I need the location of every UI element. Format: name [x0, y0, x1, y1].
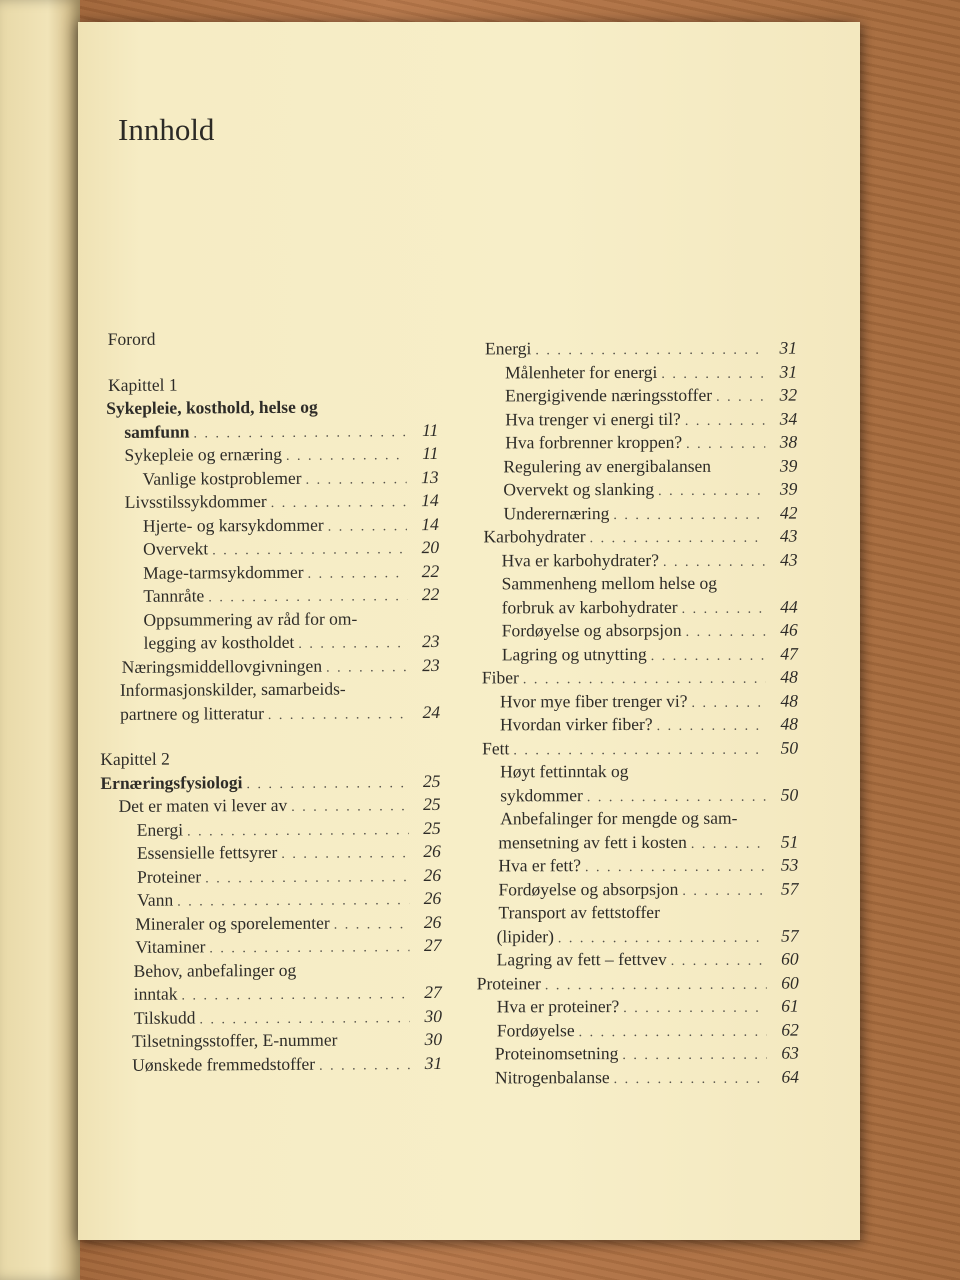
toc-entry	[477, 1021, 799, 1045]
toc-leader-dots	[682, 602, 766, 616]
toc-entry-title: Tilskudd	[133, 1006, 196, 1028]
toc-entry-title: Hva er karbohydrater?	[501, 549, 660, 570]
toc-gap	[96, 352, 438, 376]
toc-page-number: 20	[421, 536, 440, 558]
toc-left-column	[96, 329, 443, 1080]
toc-page-number: 47	[780, 643, 798, 664]
toc-page-number: 38	[779, 431, 798, 452]
toc-entry	[97, 562, 439, 588]
toc-page-number: 43	[780, 525, 798, 546]
toc-page-number: 22	[421, 560, 440, 581]
toc-leader-dots	[286, 449, 407, 464]
toc-entry	[100, 1054, 442, 1080]
toc-entry-title: Mage-tarmsykdommer	[143, 561, 304, 583]
toc-entry-title: Energi	[485, 338, 532, 359]
toc-entry-title: Energi	[136, 819, 184, 840]
toc-entry-title: Høyt fettinntak og	[500, 761, 629, 782]
toc-entry-title: Underernæring	[503, 502, 610, 523]
toc-entry-title: Transport av fettstoffer	[498, 901, 660, 923]
toc-entry	[477, 974, 799, 998]
toc-leader-dots	[685, 414, 765, 428]
toc-page-number: 24	[422, 701, 441, 722]
toc-entry-title: Nitrogenbalanse	[494, 1066, 610, 1087]
toc-leader-dots	[558, 931, 767, 946]
toc-leader-dots	[622, 1049, 767, 1063]
toc-leader-dots	[328, 520, 407, 534]
toc-page-number: 50	[780, 784, 799, 805]
toc-page-number: 26	[423, 840, 441, 862]
toc-leader-dots	[187, 824, 409, 839]
toc-entry-title: samfunn	[124, 420, 190, 442]
toc-entry	[99, 913, 441, 939]
toc-entry-title: Essensielle fettsyrer	[136, 841, 278, 863]
toc-entry	[477, 995, 799, 1022]
toc-entry-title: Fett	[482, 737, 510, 758]
toc-entry	[476, 739, 798, 763]
toc-page-number: 25	[422, 770, 441, 791]
toc-entry-title: Karbohydrater	[483, 526, 586, 547]
toc-page-number: 27	[424, 981, 442, 1003]
toc-entry-title: Kapittel 2	[100, 748, 170, 770]
toc-page-number: 11	[422, 442, 439, 464]
toc-entry	[99, 840, 441, 869]
toc-entry	[475, 431, 798, 458]
toc-entry-title: Hvor mye fiber trenger vi?	[499, 690, 688, 711]
toc-entry-title: Kapittel 1	[107, 374, 178, 395]
toc-entry	[477, 1068, 799, 1092]
toc-leader-dots	[579, 1025, 767, 1039]
toc-entry-title: Sykepleie og ernæring	[124, 443, 282, 465]
toc-entry	[476, 763, 798, 787]
toc-leader-dots	[326, 661, 408, 675]
toc-page-number: 39	[779, 455, 798, 476]
toc-entry	[476, 645, 798, 669]
toc-entry-title: Ernæringsfysiologi	[100, 771, 243, 793]
toc-entry	[475, 337, 798, 364]
toc-leader-dots	[334, 918, 410, 932]
toc-page-number: 32	[779, 384, 798, 405]
toc-page-number: 42	[779, 502, 798, 523]
toc-entry	[477, 1042, 799, 1069]
toc-entry-title: Hjerte- og karsykdommer	[142, 514, 324, 536]
toc-leader-dots	[545, 978, 767, 993]
toc-entry	[97, 536, 440, 565]
toc-entry-title: Proteiner	[136, 865, 202, 887]
toc-leader-dots	[661, 367, 765, 381]
toc-leader-dots	[686, 438, 765, 452]
toc-leader-dots	[651, 649, 766, 663]
toc-leader-dots	[658, 485, 765, 499]
toc-entry-title: Proteiner	[476, 972, 541, 993]
toc-entry-title: (lipider)	[496, 925, 554, 946]
toc-page-number: 27	[423, 934, 442, 956]
toc-leader-dots	[181, 988, 409, 1003]
toc-page-number: 31	[779, 337, 798, 358]
toc-leader-dots	[281, 847, 409, 862]
toc-entry-title: Næringsmiddellovgivningen	[121, 655, 323, 677]
toc-entry	[96, 329, 438, 355]
toc-entry-title: Tannråte	[143, 585, 205, 606]
toc-leader-dots	[692, 696, 766, 710]
toc-leader-dots	[199, 1012, 409, 1027]
toc-entry	[97, 583, 440, 612]
toc-leader-dots	[271, 496, 407, 511]
toc-leader-dots	[686, 626, 766, 640]
toc-entry	[99, 934, 442, 963]
toc-leader-dots	[212, 543, 407, 558]
toc-leader-dots	[308, 567, 408, 582]
toc-entry	[96, 442, 439, 471]
toc-page-number: 57	[780, 878, 799, 899]
toc-leader-dots	[306, 473, 407, 488]
toc-entry	[96, 398, 438, 424]
toc-leader-dots	[716, 391, 765, 405]
toc-entry	[97, 489, 439, 518]
toc-entry-title: sykdommer	[500, 784, 583, 805]
toc-page-number: 30	[424, 1028, 443, 1050]
toc-leader-dots	[291, 800, 408, 815]
toc-entry-title: Hva er proteiner?	[496, 996, 620, 1017]
toc-entry	[476, 572, 798, 599]
toc-page-number: 22	[421, 583, 440, 605]
toc-entry-title: mensetning av fett i kosten	[498, 831, 687, 852]
toc-entry	[476, 666, 798, 693]
toc-leader-dots	[587, 790, 766, 804]
toc-entry	[476, 713, 799, 740]
toc-page-number: 48	[780, 690, 798, 711]
toc-entry	[476, 525, 798, 552]
toc-entry	[477, 927, 799, 951]
toc-entry-title: Det er maten vi lever av	[118, 794, 288, 816]
toc-entry-title: Behov, anbefalinger og	[133, 959, 297, 981]
toc-entry	[475, 384, 798, 411]
toc-entry-title: Tilsetningsstoffer, E-nummer	[131, 1029, 338, 1051]
toc-entry-title: Vitaminer	[135, 936, 206, 957]
toc-entry-title: Lagring og utnytting	[501, 643, 647, 664]
toc-page-number: 34	[779, 408, 798, 429]
toc-page-number: 48	[780, 666, 798, 687]
toc-leader-dots	[657, 720, 766, 734]
toc-entry	[476, 880, 798, 904]
toc-page-number: 30	[424, 1005, 442, 1026]
toc-entry	[476, 901, 798, 928]
toc-right-column	[475, 337, 799, 1093]
toc-page-number: 39	[779, 478, 798, 499]
toc-page-number: 23	[422, 630, 440, 652]
toc-entry-title: Fiber	[481, 667, 519, 688]
toc-entry	[100, 960, 442, 986]
toc-page-number: 26	[423, 911, 442, 932]
toc-page-number: 57	[781, 925, 799, 946]
toc-page-number: 11	[422, 419, 439, 440]
toc-leader-dots	[193, 426, 406, 441]
toc-entry-title: inntak	[133, 983, 178, 1004]
toc-entry	[476, 807, 798, 834]
toc-leader-dots	[535, 344, 765, 359]
toc-leader-dots	[268, 708, 408, 723]
toc-entry-title: Målenheter for energi	[505, 361, 658, 382]
toc-leader-dots	[208, 590, 407, 605]
toc-entry	[476, 619, 798, 646]
toc-page-number: 44	[780, 596, 798, 617]
toc-entry-title: Vanlige kostproblemer	[142, 467, 302, 489]
toc-page-number: 50	[780, 737, 799, 758]
toc-entry-title: Fordøyelse	[496, 1019, 575, 1040]
toc-entry-title: Sammenheng mellom helse og	[501, 572, 717, 594]
toc-entry-title: Uønskede fremmedstoffer	[132, 1053, 316, 1075]
toc-entry	[475, 504, 797, 528]
toc-entry	[99, 793, 441, 822]
toc-entry	[475, 478, 798, 505]
toc-entry	[476, 833, 798, 857]
toc-entry	[476, 692, 798, 716]
toc-leader-dots	[523, 673, 766, 688]
toc-gap	[98, 727, 440, 751]
toc-leader-dots	[590, 532, 766, 546]
toc-entry	[476, 598, 798, 622]
toc-page-number: 25	[423, 817, 441, 838]
facing-page-edge	[0, 0, 80, 1280]
toc-page-number: 26	[423, 887, 442, 909]
toc-entry	[476, 854, 799, 881]
toc-leader-dots	[319, 1059, 410, 1074]
toc-page-number: 31	[424, 1052, 443, 1073]
toc-entry-title: Informasjonskilder, samarbeids-	[119, 678, 346, 700]
toc-entry-title: Fordøyelse og absorpsjon	[501, 619, 682, 641]
toc-entry	[98, 680, 440, 706]
toc-entry-title: legging av kostholdet	[143, 631, 295, 653]
page-title: Innhold	[118, 112, 215, 147]
toc-entry	[97, 515, 439, 541]
toc-leader-dots	[177, 894, 409, 909]
toc-entry	[98, 630, 440, 659]
toc-page-number: 48	[780, 713, 799, 734]
toc-entry	[475, 363, 797, 387]
toc-page-number: 63	[781, 1042, 799, 1063]
toc-page-number: 61	[781, 995, 799, 1016]
toc-entry	[475, 410, 797, 434]
toc-entry	[100, 981, 442, 1010]
toc-leader-dots	[623, 1002, 767, 1016]
toc-page-number: 64	[781, 1066, 799, 1087]
toc-entry-title: Vann	[137, 889, 174, 910]
toc-page-number: 14	[421, 489, 439, 511]
toc-page-number: 62	[781, 1019, 799, 1040]
toc-entry-title: forbruk av karbohydrater	[501, 596, 678, 617]
toc-page-number: 60	[781, 948, 799, 969]
toc-entry-title: Hvordan virker fiber?	[499, 713, 653, 735]
toc-entry	[98, 749, 440, 775]
toc-leader-dots	[205, 871, 409, 886]
toc-page-number: 23	[422, 654, 440, 675]
toc-page-number: 25	[423, 793, 441, 815]
toc-entry-title: Lagring av fett – fettvev	[496, 948, 667, 970]
toc-entry	[99, 866, 441, 892]
toc-entry-title: Mineraler og sporelementer	[135, 912, 330, 934]
toc-entry-title: Regulering av energibalansen	[503, 455, 712, 476]
toc-page-number: 46	[780, 619, 798, 640]
toc-entry	[476, 786, 798, 810]
toc-entry	[99, 887, 442, 916]
toc-entry-title: Anbefalinger for mengde og sam-	[500, 807, 738, 829]
toc-page-number: 26	[423, 864, 442, 885]
toc-entry-title: Hva forbrenner kroppen?	[505, 431, 683, 453]
toc-page-number: 43	[780, 549, 798, 570]
toc-entry	[98, 703, 440, 729]
toc-entry-title: Livsstilssykdommer	[124, 491, 267, 512]
toc-leader-dots	[585, 861, 766, 875]
toc-leader-dots	[298, 637, 407, 652]
toc-leader-dots	[682, 884, 766, 898]
toc-entry-title: Forord	[107, 328, 156, 349]
toc-leader-dots	[246, 777, 408, 792]
toc-entry	[100, 1028, 443, 1057]
toc-leader-dots	[614, 1072, 767, 1086]
toc-entry-title: Sykepleie, kosthold, helse og	[106, 396, 318, 418]
toc-page-number: 13	[421, 466, 439, 487]
toc-page-number: 53	[780, 854, 799, 875]
toc-leader-dots	[663, 555, 766, 569]
toc-entry-title: Fordøyelse og absorpsjon	[498, 878, 679, 899]
toc-entry-title: partnere og litteratur	[119, 702, 264, 724]
toc-leader-dots	[613, 508, 765, 522]
toc-page-number: 31	[779, 361, 798, 382]
toc-entry	[477, 948, 799, 975]
toc-leader-dots	[513, 743, 766, 758]
toc-page-number: 14	[421, 513, 439, 534]
toc-entry-title: Oppsummering av råd for om-	[143, 607, 358, 630]
toc-entry-title: Overvekt og slanking	[503, 478, 655, 500]
toc-leader-dots	[691, 837, 766, 851]
toc-entry-title: Hva trenger vi energi til?	[505, 408, 681, 429]
toc-entry-title: Proteinomsetning	[494, 1043, 619, 1064]
toc-leader-dots	[671, 955, 767, 969]
toc-entry-title: Hva er fett?	[498, 855, 582, 876]
toc-leader-dots	[209, 941, 409, 956]
toc-page-number: 60	[781, 972, 799, 993]
toc-page-number: 51	[780, 831, 799, 852]
toc-entry	[476, 551, 798, 575]
toc-entry-title: Energigivende næringsstoffer	[505, 384, 713, 406]
toc-entry	[475, 457, 797, 481]
toc-entry	[97, 468, 439, 494]
toc-entry-title: Overvekt	[142, 538, 209, 559]
